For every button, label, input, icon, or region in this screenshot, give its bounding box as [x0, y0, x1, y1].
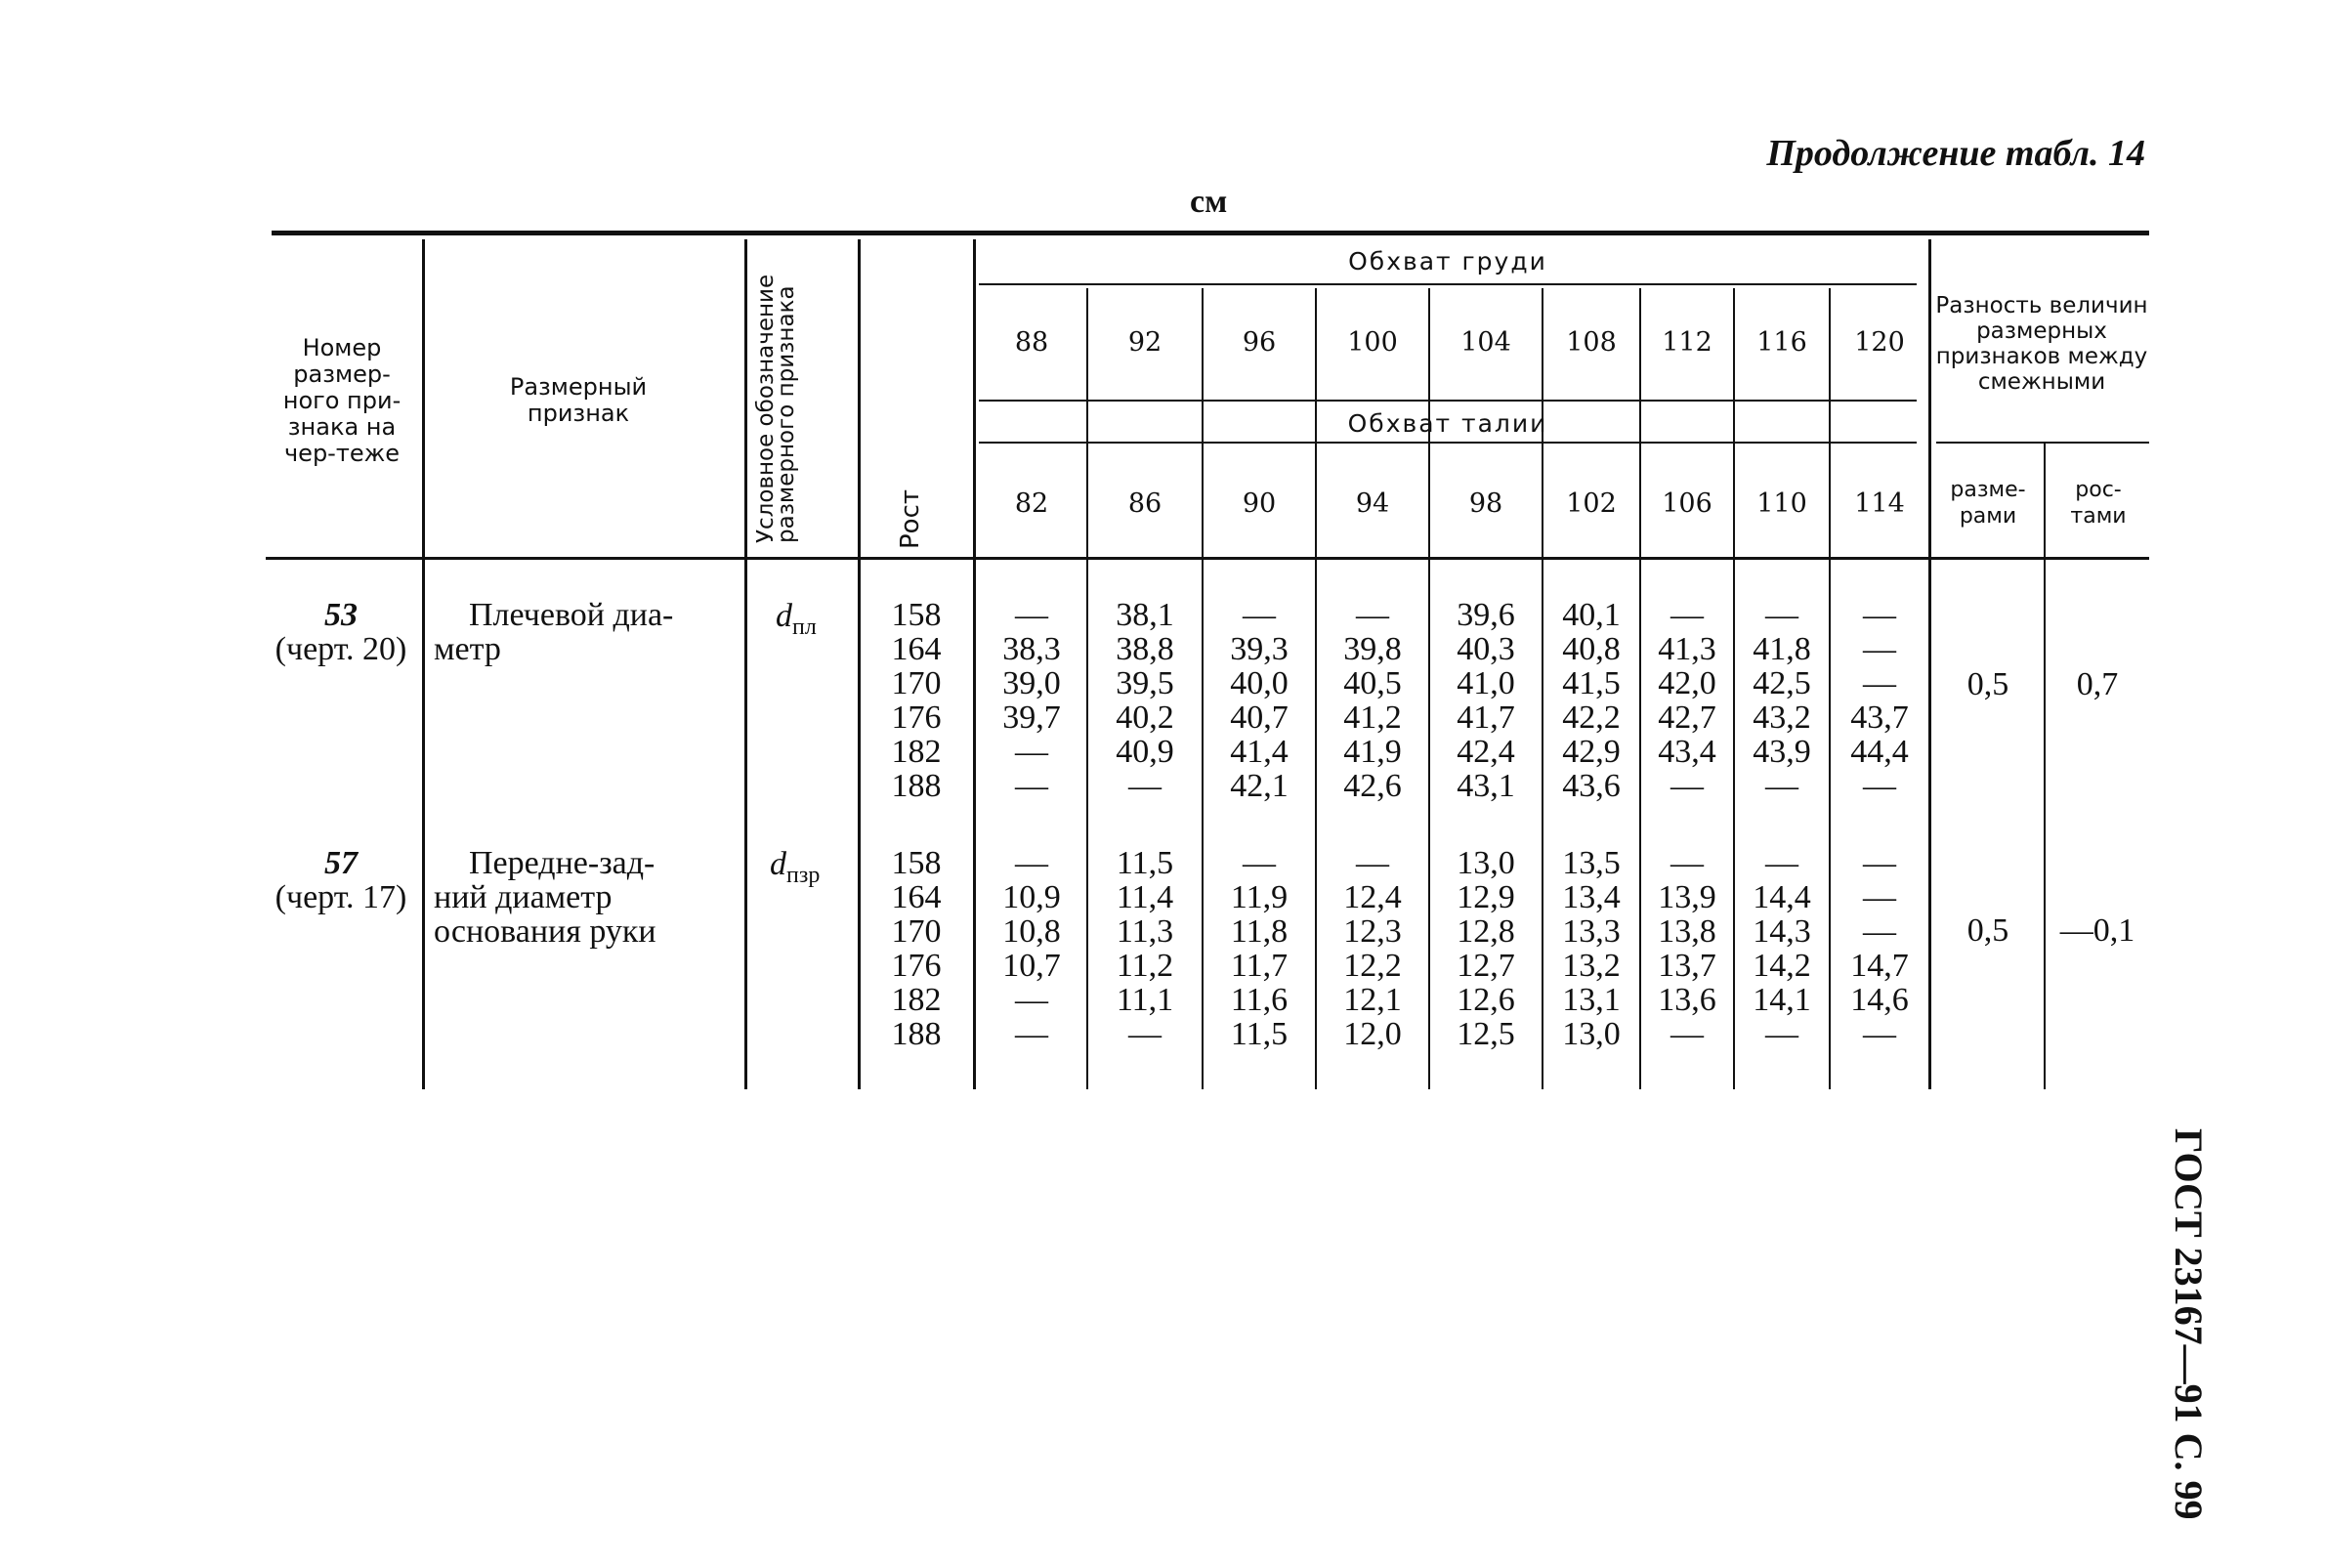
value-column: — 41,3 42,0 42,7 43,4 —: [1658, 597, 1716, 804]
feature-number: [260, 846, 422, 914]
chest-value: 112: [1662, 327, 1712, 358]
header-difference: Разность величин размерных признаков между смежными: [1935, 293, 2148, 395]
waist-value: 90: [1242, 488, 1277, 519]
value-column: 13,0 12,9 12,8 12,7 12,6 12,5: [1457, 845, 1515, 1052]
feature-name-text: Передне-зад- ний диаметр основания руки: [434, 845, 656, 950]
feature-name: [434, 598, 737, 666]
diff-heights-value: 0,7: [2076, 666, 2119, 702]
symbol-letter: d: [776, 598, 792, 634]
value-column: — 13,9 13,8 13,7 13,6 —: [1658, 845, 1716, 1052]
chest-value: 92: [1127, 327, 1162, 358]
value-column: — 39,3 40,0 40,7 41,4 42,1: [1230, 597, 1289, 804]
col-rule-2: [744, 239, 747, 1089]
value-column: — 14,4 14,3 14,2 14,1 —: [1753, 845, 1811, 1052]
waist-value: 102: [1566, 488, 1617, 519]
feature-name: [434, 846, 737, 949]
value-column: — — — 43,7 44,4 —: [1850, 597, 1909, 804]
feature-name-text: Плечевой диа- метр: [434, 597, 674, 667]
waist-value: 110: [1756, 488, 1807, 519]
feature-number-value: 53: [324, 597, 358, 633]
value-column: — 38,3 39,0 39,7 — —: [1002, 597, 1061, 804]
waist-value: 94: [1355, 488, 1390, 519]
symbol-letter: d: [770, 846, 786, 882]
header-chest-girth: Обхват груди: [1348, 246, 1547, 275]
chest-under-rule: [979, 283, 1917, 285]
waist-value: 86: [1127, 488, 1162, 519]
chest-value: 104: [1460, 327, 1511, 358]
col-rule-4: [973, 239, 976, 1089]
diff-under-rule: [1936, 442, 2149, 444]
header-diff-sizes: разме-рами: [1950, 478, 2026, 529]
feature-symbol: [770, 846, 820, 889]
header-diff-heights: рос-тами: [2070, 478, 2127, 529]
value-column: 13,5 13,4 13,3 13,2 13,1 13,0: [1562, 845, 1621, 1052]
value-column: — — — 14,7 14,6 —: [1850, 845, 1909, 1052]
header-bottom-rule: [266, 557, 2149, 560]
chest-values-rule: [979, 400, 1917, 402]
header-symbol: Условное обозначение размерного признака: [753, 274, 799, 543]
waist-value: 82: [1014, 488, 1049, 519]
value-column: — 39,8 40,5 41,2 41,9 42,6: [1343, 597, 1402, 804]
feature-number: [260, 598, 422, 666]
value-column: 11,5 11,4 11,3 11,2 11,1 —: [1116, 845, 1174, 1052]
waist-value: 114: [1854, 488, 1905, 519]
col-rule-3: [858, 239, 861, 1089]
chest-value: 100: [1347, 327, 1398, 358]
header-waist-girth: Обхват талии: [1347, 408, 1548, 438]
symbol-subscript: пзр: [786, 862, 821, 888]
header-feature-number: Номер размер-ного при-знака на чер-теже: [282, 333, 402, 467]
unit-label: см: [1190, 184, 1228, 220]
table-caption: Продолжение табл. 14: [1766, 133, 2145, 174]
feature-symbol: [776, 598, 817, 641]
chest-value: 88: [1014, 327, 1049, 358]
standard-page-label: ГОСТ 23167—91 С. 99: [2167, 1128, 2211, 1520]
height-values: 158 164 170 176 182 188: [891, 845, 942, 1052]
waist-value: 106: [1662, 488, 1712, 519]
diff-sizes-value: 0,5: [1966, 912, 2009, 949]
chest-value: 116: [1756, 327, 1807, 358]
col-rule-13: [1928, 239, 1931, 1089]
value-column: — 12,4 12,3 12,2 12,1 12,0: [1343, 845, 1402, 1052]
waist-value: 98: [1468, 488, 1503, 519]
table-top-rule: [272, 231, 2149, 235]
value-column: 38,1 38,8 39,5 40,2 40,9 —: [1116, 597, 1174, 804]
feature-number-value: 57: [324, 845, 358, 881]
value-column: 39,6 40,3 41,0 41,7 42,4 43,1: [1457, 597, 1515, 804]
header-height: Рост: [896, 488, 925, 549]
chest-value: 120: [1854, 327, 1905, 358]
drawing-reference: (черт. 17): [275, 879, 407, 915]
value-column: — 10,9 10,8 10,7 — —: [1002, 845, 1061, 1052]
waist-under-rule: [979, 442, 1917, 444]
diff-heights-value: —0,1: [2059, 912, 2135, 949]
value-column: 40,1 40,8 41,5 42,2 42,9 43,6: [1562, 597, 1621, 804]
symbol-subscript: пл: [792, 614, 817, 640]
value-column: — 41,8 42,5 43,2 43,9 —: [1753, 597, 1811, 804]
height-values: 158 164 170 176 182 188: [891, 597, 942, 804]
chest-value: 108: [1566, 327, 1617, 358]
chest-value: 96: [1242, 327, 1277, 358]
col-rule-14: [2044, 442, 2046, 1089]
col-rule-1: [422, 239, 425, 1089]
drawing-reference: (черт. 20): [275, 631, 407, 667]
diff-sizes-value: 0,5: [1966, 666, 2009, 702]
header-feature-name: Размерный признак: [509, 373, 648, 427]
value-column: — 11,9 11,8 11,7 11,6 11,5: [1230, 845, 1289, 1052]
